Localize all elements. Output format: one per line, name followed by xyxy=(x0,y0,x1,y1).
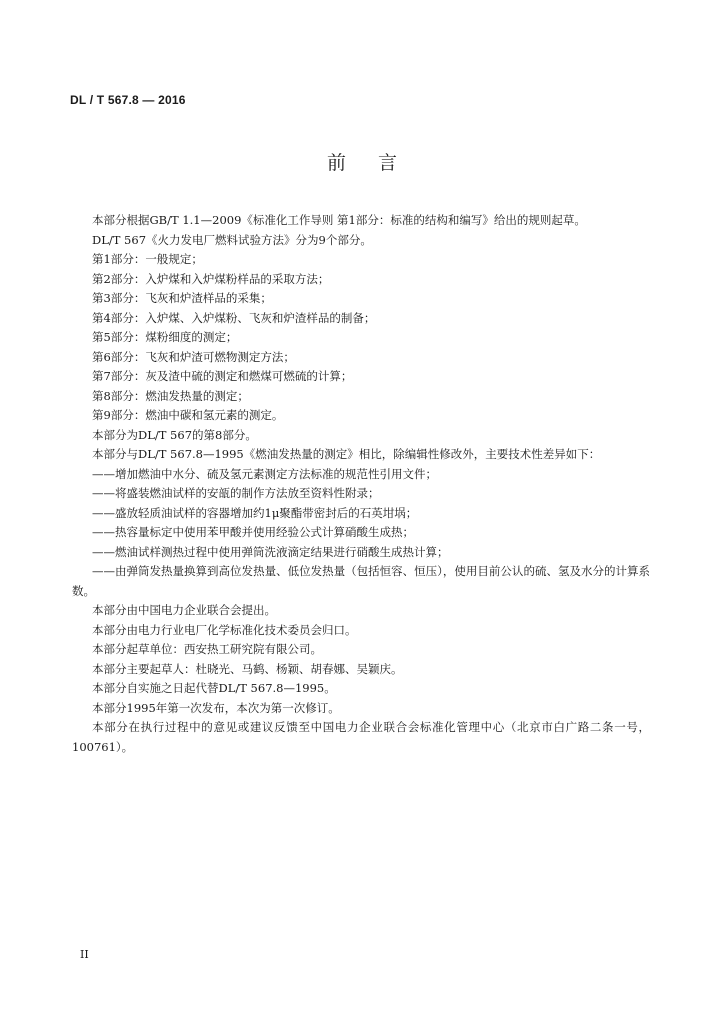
list-item-part-3: 第3部分：飞灰和炉渣样品的采集； xyxy=(92,291,272,305)
paragraph-drafters: 本部分主要起草人：杜晓光、马鹤、杨颖、胡春娜、吴颖庆。 xyxy=(92,661,403,676)
list-item-change-3: ——盛放轻质油试样的容器增加约1μ聚酯带密封后的石英坩埚； xyxy=(92,505,418,520)
list-item-change-6: ——由弹筒发热量换算到高位发热量、低位发热量（包括恒容、恒压），使用目前公认的硫、氢及水分的计算系数。 xyxy=(72,564,650,598)
list-item-change-2: ——将盛装燃油试样的安瓿的制作方法放至资料性附录； xyxy=(92,486,380,500)
list-item-part-2: 第2部分：入炉煤和入炉煤粉样品的采取方法； xyxy=(92,271,330,286)
paragraph-this-part: 本部分为DL/T 567的第8部分。 xyxy=(92,427,257,442)
paragraph-centralized-by: 本部分由电力行业电厂化学标准化技术委员会归口。 xyxy=(92,622,357,637)
paragraph-changes-intro: 本部分与DL/T 567.8—1995《燃油发热量的测定》相比，除编辑性修改外，主要技术性差异如下： xyxy=(92,447,601,461)
paragraph-proposed-by: 本部分由中国电力企业联合会提出。 xyxy=(92,603,276,617)
list-item-change-1: ——增加燃油中水分、硫及氢元素测定方法标准的规范性引用文件； xyxy=(92,466,437,481)
list-item-part-9: 第9部分：燃油中碳和氢元素的测定。 xyxy=(92,408,284,422)
paragraph-history: 本部分1995年第一次发布，本次为第一次修订。 xyxy=(92,700,340,715)
paragraph-basis: 本部分根据GB/T 1.1—2009《标准化工作导则 第1部分：标准的结构和编写》给出的规则起草。 xyxy=(92,213,586,227)
list-item-part-1: 第1部分：一般规定； xyxy=(92,252,203,266)
list-item-change-4: ——热容量标定中使用苯甲酸并使用经验公式计算硝酸生成热； xyxy=(92,525,414,539)
list-item-part-4: 第4部分：入炉煤、入炉煤粉、飞灰和炉渣样品的制备； xyxy=(92,310,376,325)
list-item-part-6: 第6部分：飞灰和炉渣可燃物测定方法； xyxy=(92,349,295,364)
list-item-part-7: 第7部分：灰及渣中硫的测定和燃煤可燃硫的计算； xyxy=(92,369,353,383)
page-title: 前言 xyxy=(326,152,429,174)
list-item-part-5: 第5部分：煤粉细度的测定； xyxy=(92,330,238,344)
document-code: DL / T 567.8 — 2016 xyxy=(70,93,186,107)
paragraph-feedback: 本部分在执行过程中的意见或建议反馈至中国电力企业联合会标准化管理中心（北京市白广路二条一号，100761）。 xyxy=(72,720,650,754)
foreword-body xyxy=(72,211,650,757)
page-number: II xyxy=(80,948,89,961)
paragraph-replaces: 本部分自实施之日起代替DL/T 567.8—1995。 xyxy=(92,681,336,695)
list-item-part-8: 第8部分：燃油发热量的测定； xyxy=(92,388,249,403)
paragraph-parts-intro: DL/T 567《火力发电厂燃料试验方法》分为9个部分。 xyxy=(92,232,372,247)
paragraph-drafting-unit: 本部分起草单位：西安热工研究院有限公司。 xyxy=(92,642,322,656)
list-item-change-5: ——燃油试样测热过程中使用弹筒洗液滴定结果进行硝酸生成热计算； xyxy=(92,544,449,559)
